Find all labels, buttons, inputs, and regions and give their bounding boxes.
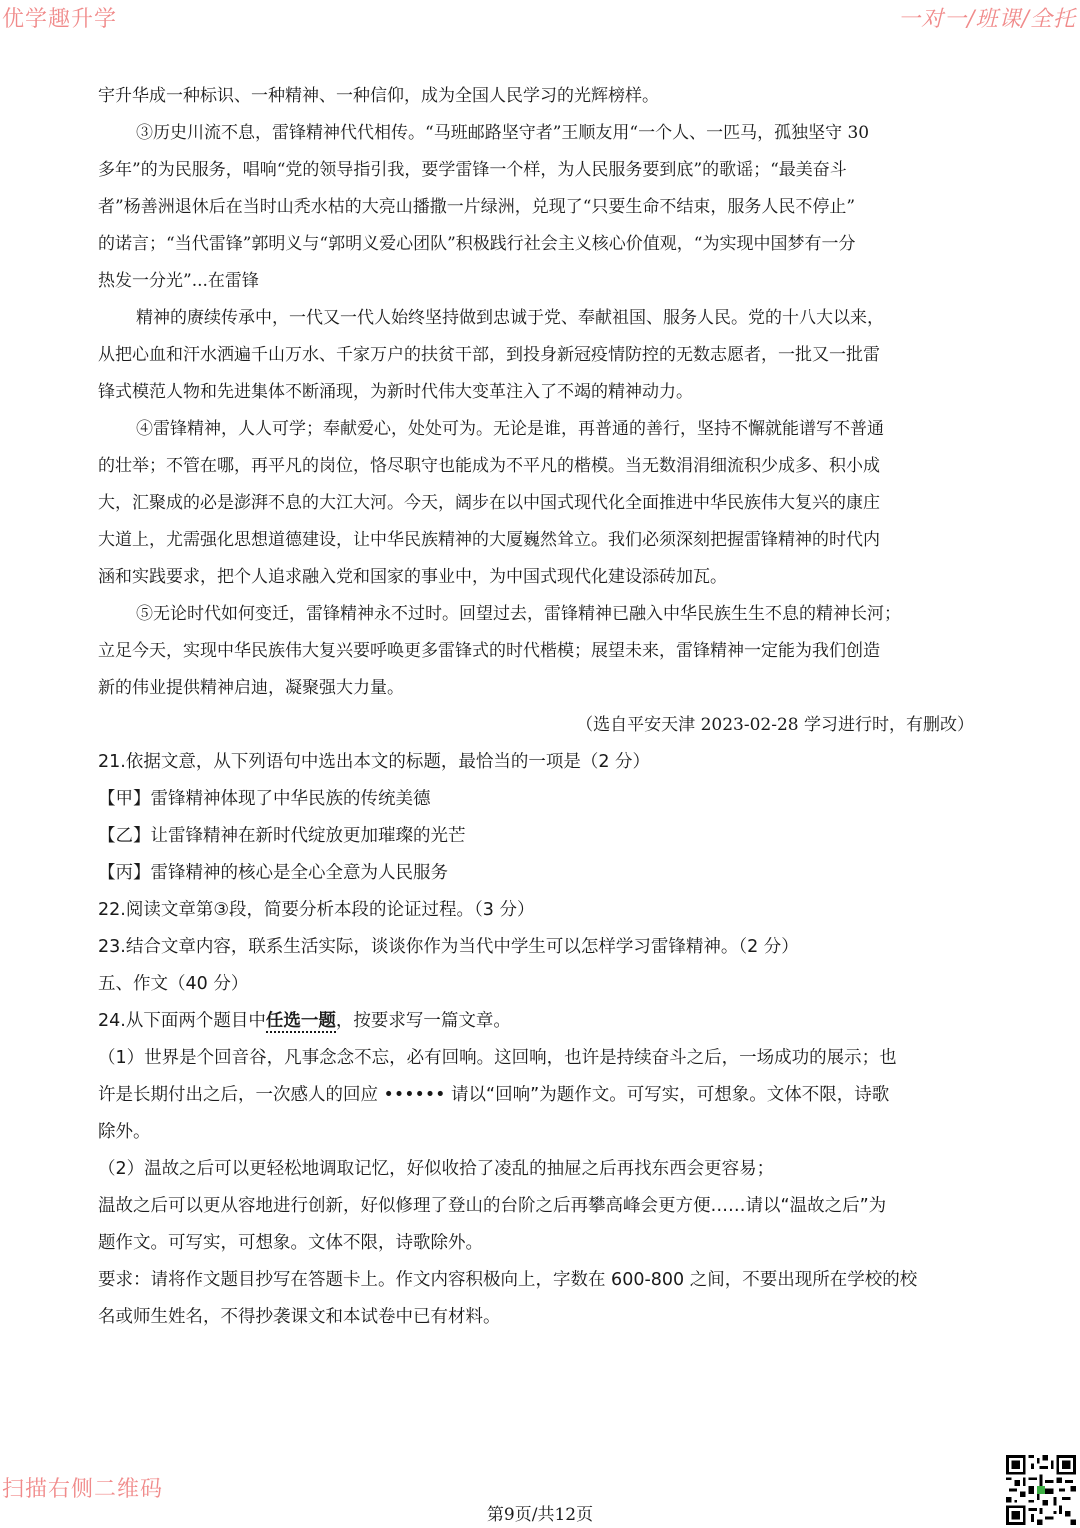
question-24-suffix: ，按要求写一篇文章。 [335, 1011, 511, 1031]
question-21-option-a: 【甲】雷锋精神体现了中华民族的传统美德 [98, 789, 431, 809]
passage-line: 新的伟业提供精神启迪，凝聚强大力量。 [98, 678, 404, 698]
requirements-line: 名或师生姓名，不得抄袭课文和本试卷中已有材料。 [98, 1307, 501, 1327]
passage-line: ④雷锋精神，人人可学；奉献爱心，处处可为。无论是谁，再普通的善行，坚持不懈就能谱写不普通 [136, 419, 884, 439]
passage-line: 从把心血和汗水洒遍千山万水、千家万户的扶贫干部，到投身新冠疫情防控的无数志愿者，一批又一批雷 [98, 345, 880, 365]
question-23: 23.结合文章内容，联系生活实际，谈谈你作为当代中学生可以怎样学习雷锋精神。（2 分） [98, 937, 799, 957]
question-21-option-c: 【丙】雷锋精神的核心是全心全意为人民服务 [98, 863, 448, 883]
topic-1-line: 除外。 [98, 1122, 151, 1142]
passage-line: ⑤无论时代如何变迁，雷锋精神永不过时。回望过去，雷锋精神已融入中华民族生生不息的精神长河； [136, 604, 901, 624]
topic-1-line: （1）世界是个回音谷，凡事念念不忘，必有回响。这回响，也许是持续奋斗之后，一场成功的展示；也 [98, 1048, 897, 1068]
passage-line: 宇升华成一种标识、一种精神、一种信仰，成为全国人民学习的光辉榜样。 [98, 86, 659, 106]
passage-line: 多年”的为民服务，唱响“党的领导指引我，要学雷锋一个样，为人民服务要到底”的歌谣；“最美奋斗 [98, 160, 847, 180]
question-24-prefix: 24.从下面两个题目中 [98, 1011, 266, 1031]
question-21-option-b: 【乙】让雷锋精神在新时代绽放更加璀璨的光芒 [98, 826, 466, 846]
passage-line: ③历史川流不息，雷锋精神代代相传。“马班邮路坚守者”王顺友用“一个人、一匹马，孤独坚守 30 [136, 123, 870, 143]
passage-line: 者”杨善洲退休后在当时山秃水枯的大亮山播撒一片绿洲，兑现了“只要生命不结束，服务人民不停止” [98, 197, 856, 217]
qr-code-icon[interactable] [1006, 1455, 1076, 1525]
page-content [98, 78, 982, 1336]
passage-line: 热发一分光”...在雷锋 [98, 271, 259, 291]
passage-line: 的壮举；不管在哪，再平凡的岗位，恪尽职守也能成为不平凡的楷模。当无数涓涓细流积少成多、积小成 [98, 456, 880, 476]
passage-line: 大道上，尤需强化思想道德建设，让中华民族精神的大厦巍然耸立。我们必须深刻把握雷锋精神的时代内 [98, 530, 880, 550]
question-24-emphasis: 任选一题 [265, 1011, 336, 1031]
passage-line: 精神的赓续传承中，一代又一代人始终坚持做到忠诚于党、奉献祖国、服务人民。党的十八大以来， [136, 308, 884, 328]
question-21: 21.依据文意，从下列语句中选出本文的标题，最恰当的一项是（2 分） [98, 752, 651, 772]
watermark-bottom-left: 扫描右侧二维码 [2, 1477, 164, 1502]
passage-line: 的诺言；“当代雷锋”郭明义与“郭明义爱心团队”积极践行社会主义核心价值观，“为实现中国梦有一分 [98, 234, 856, 254]
topic-1-line: 许是长期付出之后，一次感人的回应 •••••• 请以“回响”为题作文。可写实，可想象。文体不限，诗歌 [98, 1085, 890, 1105]
topic-2-line: 题作文。可写实，可想象。文体不限，诗歌除外。 [98, 1233, 483, 1253]
passage-line: 涵和实践要求，把个人追求融入党和国家的事业中，为中国式现代化建设添砖加瓦。 [98, 567, 727, 587]
question-24 [98, 1003, 982, 1040]
passage-line: 锋式模范人物和先进集体不断涌现，为新时代伟大变革注入了不竭的精神动力。 [98, 382, 693, 402]
watermark-top-left: 优学趣升学 [2, 7, 118, 32]
passage-line: 大，汇聚成的必是澎湃不息的大江大河。今天，阔步在以中国式现代化全面推进中华民族伟大复兴的康庄 [98, 493, 880, 513]
requirements-line: 要求：请将作文题目抄写在答题卡上。作文内容积极向上，字数在 600-800 之间，不要出现所在学校的校 [98, 1270, 918, 1290]
section-heading-composition: 五、作文（40 分） [98, 974, 249, 994]
topic-2-line: 温故之后可以更从容地进行创新，好似修理了登山的台阶之后再攀高峰会更方便……请以“温故之后”为 [98, 1196, 887, 1216]
watermark-top-right: 一对一/班课/全托 [898, 7, 1076, 32]
question-22: 22.阅读文章第③段，简要分析本段的论证过程。（3 分） [98, 900, 535, 920]
passage-source: （选自平安天津 2023-02-28 学习进行时，有删改） [576, 715, 974, 735]
page-number: 第9页/共12页 [486, 1505, 594, 1525]
passage-line: 立足今天，实现中华民族伟大复兴要呼唤更多雷锋式的时代楷模；展望未来，雷锋精神一定能为我们创造 [98, 641, 880, 661]
topic-2-line: （2）温故之后可以更轻松地调取记忆，好似收拾了凌乱的抽屉之后再找东西会更容易； [98, 1159, 775, 1179]
